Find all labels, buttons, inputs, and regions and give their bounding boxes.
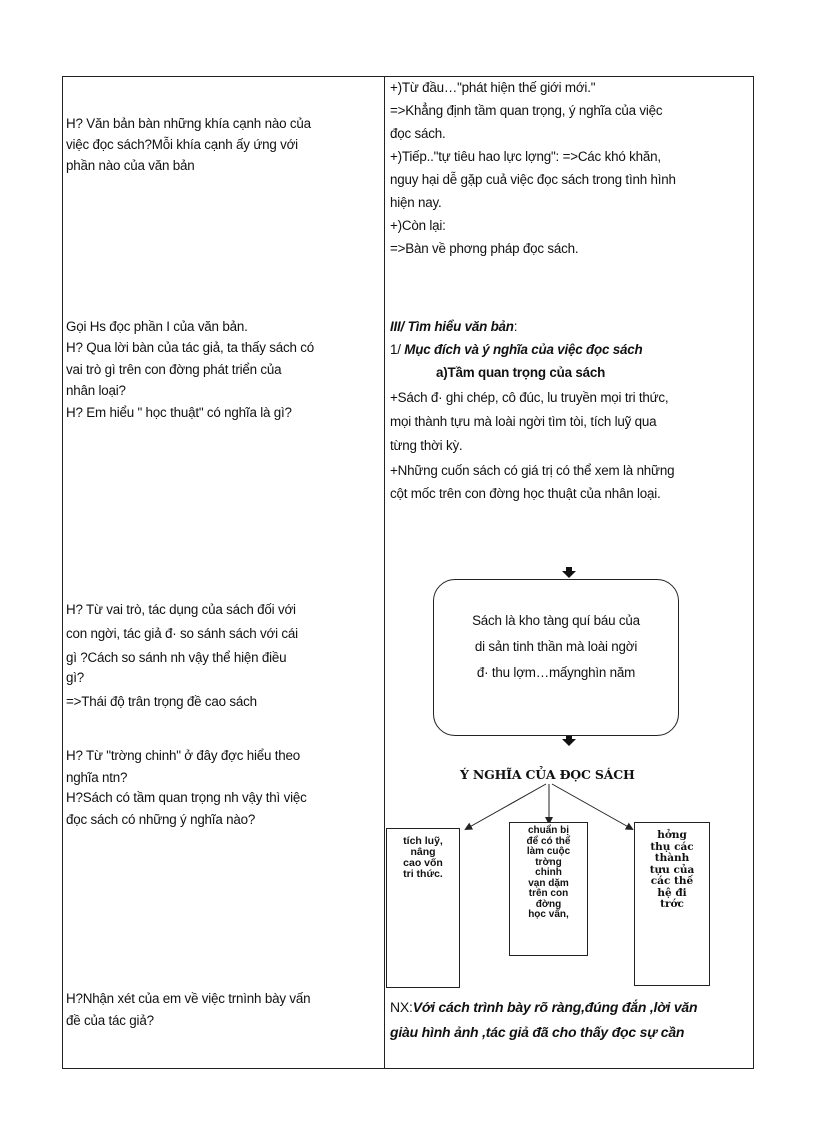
sub-sub-heading: a)Tầm quan trọng của sách	[436, 365, 606, 380]
text-line: H?Sách có tầm quan trọng nh vậy thì việc	[66, 790, 307, 805]
text-line: +)Còn lại:	[390, 218, 446, 233]
remark-line-2: giàu hình ảnh ,tác giả đã cho thấy đọc sự cần	[390, 1024, 685, 1040]
text-line: +Sách đ· ghi chép, cô đúc, lu truyền mọi tri thức,	[390, 390, 669, 405]
text-line: đọc sách có những ý nghĩa nào?	[66, 812, 256, 827]
diagram-title: Ý NGHĨA CỦA ĐỌC SÁCH	[460, 767, 635, 782]
section-heading-text: III/ Tìm hiểu văn bản	[390, 319, 514, 334]
box-line: đờng	[535, 898, 562, 910]
text-line: =>Bàn về phơng pháp đọc sách.	[390, 241, 579, 256]
text-line: nguy hại dễ gặp cuả việc đọc sách trong tình hình	[390, 172, 676, 187]
box-line: trờng	[535, 856, 562, 868]
meaning-box-middle-text	[510, 826, 587, 921]
text-line: H? Em hiểu " học thuật" có nghĩa là gì?	[66, 405, 292, 420]
meaning-box-right-text	[636, 830, 708, 911]
text-line: H? Văn bản bàn những khía cạnh nào của	[66, 116, 311, 131]
remark-prefix: NX:	[390, 999, 413, 1015]
box-line: các thế	[650, 875, 694, 887]
box-line: chuẩn bị	[527, 825, 570, 836]
text-line: =>Khẳng định tầm quan trọng, ý nghĩa của việc	[390, 103, 663, 118]
box-line: hởng	[657, 829, 687, 841]
box-line: cao vốn	[403, 857, 443, 869]
text-line: gì?	[66, 670, 85, 685]
sub-heading-prefix: 1/	[390, 342, 405, 357]
text-line: mọi thành tựu mà loài ngời tìm tòi, tích luỹ qua	[390, 414, 657, 429]
section-heading-colon: :	[513, 319, 518, 334]
down-arrow-icon-middle	[562, 735, 576, 746]
text-line: đọc sách.	[390, 126, 446, 141]
text-line: +)Tiếp.."tự tiêu hao lực lợng": =>Các khó khăn,	[390, 149, 661, 164]
text-line: H? Từ "trờng chinh" ở đây đợc hiểu theo	[66, 748, 301, 763]
box-line: trớc	[660, 898, 684, 910]
down-arrow-icon-top	[562, 567, 576, 578]
text-line: việc đọc sách?Mỗi khía cạnh ấy ứng với	[66, 137, 298, 152]
box-line: hệ đi	[657, 886, 687, 899]
box-line: tựu của	[649, 863, 695, 876]
text-line: cột mốc trên con đờng học thuật của nhân loại.	[390, 486, 661, 501]
text-line: từng thời kỳ.	[390, 438, 463, 453]
remark-text-1: Với cách trình bày rõ ràng,đúng đắn ,lời văn	[412, 999, 698, 1015]
text-line: Gọi Hs đọc phần I của văn bản.	[66, 319, 248, 334]
text-line: con ngời, tác giả đ· so sánh sách với cái	[66, 626, 298, 641]
box-line: thành	[654, 852, 690, 864]
text-line: =>Thái độ trân trọng đề cao sách	[66, 694, 257, 709]
box-line: làm cuộc	[526, 846, 571, 857]
quote-line: đ· thu lợm…mấynghìn năm	[476, 665, 636, 680]
quote-line: Sách là kho tàng quí báu của	[472, 613, 640, 628]
remark-line-1	[390, 997, 697, 1017]
quote-line: di sản tinh thần mà loài ngời	[474, 639, 638, 654]
text-line: H? Qua lời bàn của tác giả, ta thấy sách có	[66, 340, 315, 355]
box-line: để có thể	[526, 835, 571, 847]
text-line: hiện nay.	[390, 195, 442, 210]
sub-heading-text: Mục đích và ý nghĩa của việc đọc sách	[404, 342, 643, 357]
text-line: +)Từ đầu…"phát hiện thế giới mới."	[390, 80, 596, 95]
box-line: tích luỹ,	[403, 835, 443, 847]
box-line: vạn dặm	[528, 877, 569, 889]
quote-rounded-box	[433, 579, 679, 736]
text-line: đề của tác giả?	[66, 1013, 154, 1028]
text-line: nghĩa ntn?	[66, 770, 128, 785]
text-line: phần nào của văn bản	[66, 158, 195, 173]
text-line: +Những cuốn sách có giá trị có thể xem là những	[390, 463, 675, 478]
text-line: H?Nhận xét của em về việc trnình bày vấn	[66, 991, 311, 1006]
box-line: tri thức.	[403, 868, 443, 880]
text-line: H? Từ vai trò, tác dụng của sách đối với	[66, 602, 296, 617]
box-line: học vấn,	[528, 909, 569, 920]
box-line: trên con	[528, 888, 569, 899]
box-line: chinh	[535, 867, 562, 878]
text-line: nhân loại?	[66, 383, 126, 398]
meaning-box-left-text	[388, 836, 458, 880]
text-line: gì ?Cách so sánh nh vậy thể hiện điều	[66, 650, 287, 665]
box-line: nâng	[410, 846, 436, 858]
text-line: vai trò gì trên con đờng phát triển của	[66, 362, 282, 377]
box-line: thụ các	[650, 840, 694, 853]
